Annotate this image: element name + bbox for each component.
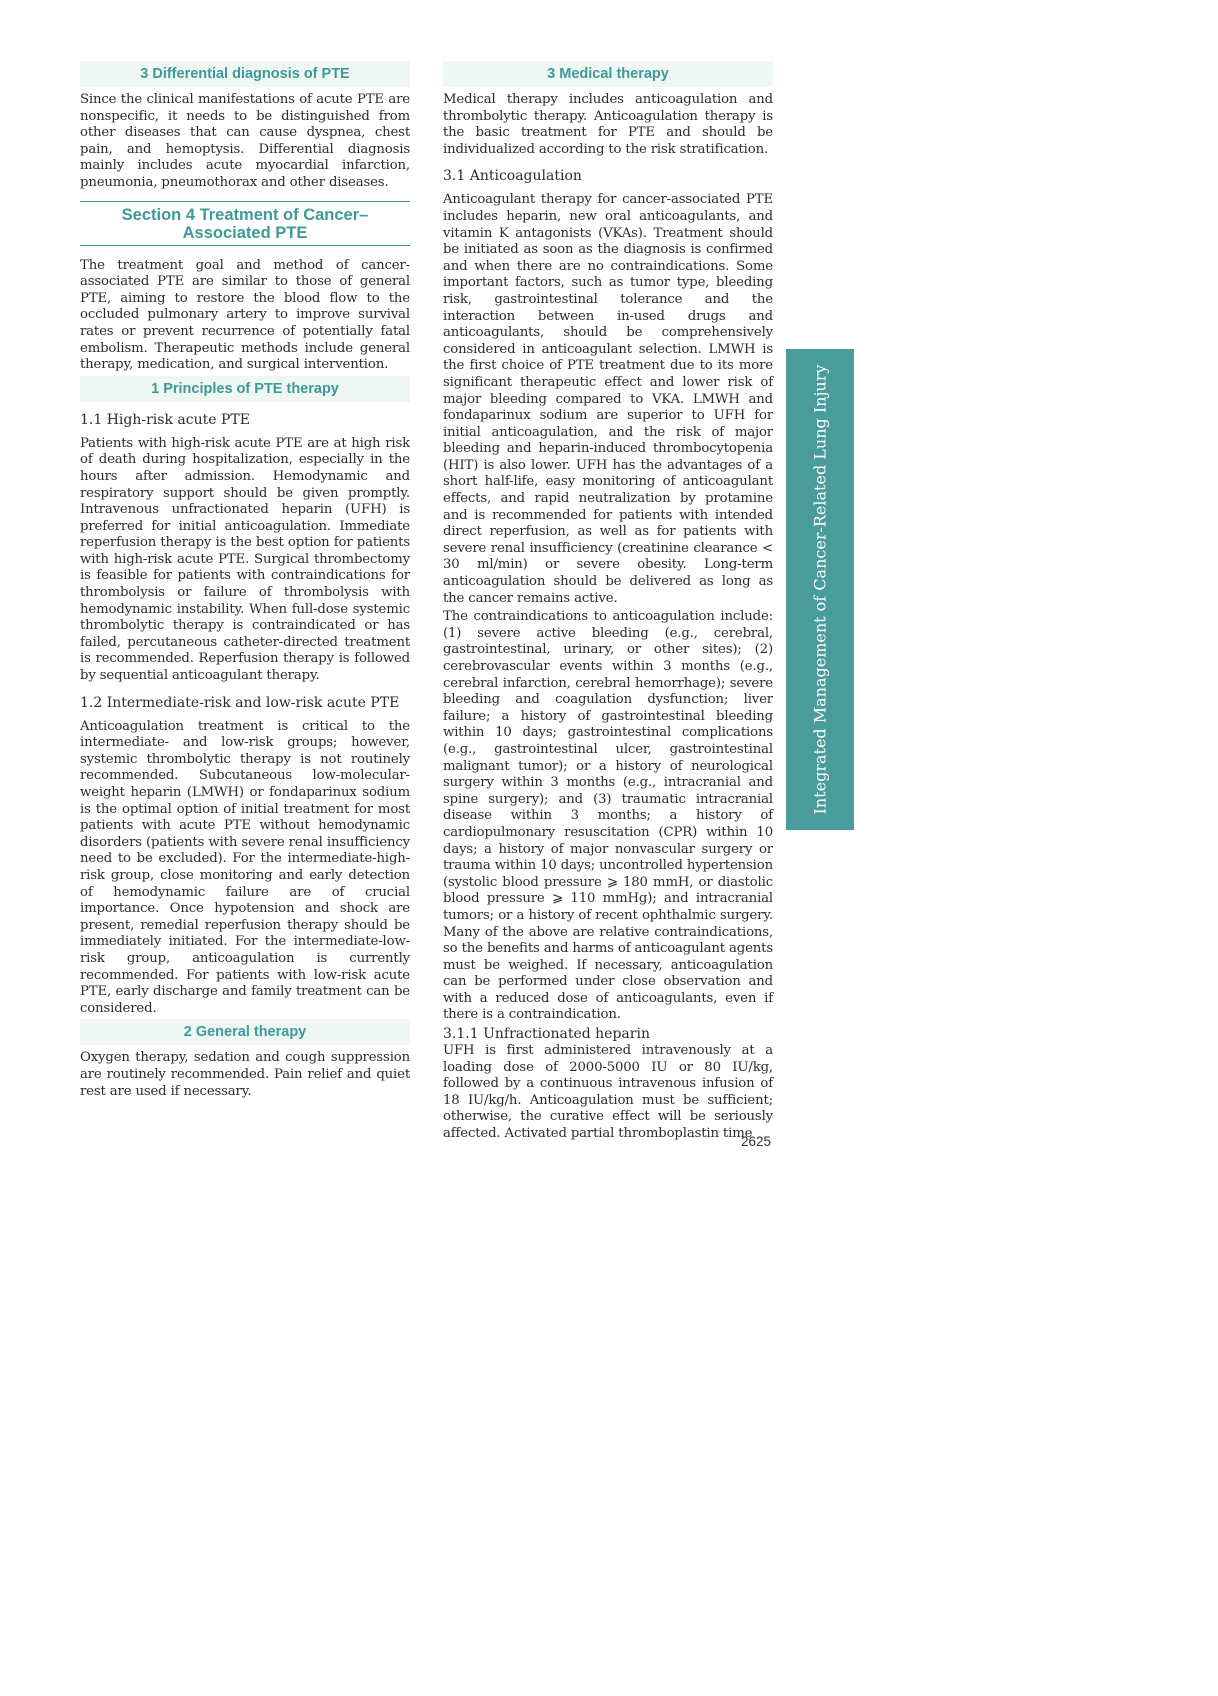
subheading-intermediate-risk: 1.2 Intermediate-risk and low-risk acute PTE xyxy=(80,694,400,711)
right-column xyxy=(443,61,773,1145)
heading-differential-diagnosis: 3 Differential diagnosis of PTE xyxy=(80,61,410,87)
heading-general-therapy: 2 General therapy xyxy=(80,1019,410,1045)
paragraph-general-therapy: Oxygen therapy, sedation and cough suppression are routinely recommended. Pain relief and quiet rest are used if necessary. xyxy=(80,1050,410,1099)
heading-medical-therapy: 3 Medical therapy xyxy=(443,61,773,87)
section-title-line-2: Associated PTE xyxy=(182,223,308,242)
paragraph-high-risk: Patients with high-risk acute PTE are at high risk of death during hospitalization, especially in the hours after admission. Hemodynamic and respiratory support should be given promptly. Intravenous unfractionated heparin (UFH) is preferred for initial anticoagulation. Immediate reperfusion therapy is the best option for patients with high-risk acute PTE. Surgical thrombectomy is feasible for patients with contraindications for thrombolysis or failure of thrombolysis with hemodynamic instability. When full-dose systemic thrombolytic therapy is contraindicated or has failed, percutaneous catheter-directed treatment is recommended. Reperfusion therapy is followed by sequential anticoagulant therapy. xyxy=(80,435,410,684)
side-tab xyxy=(786,349,854,830)
side-tab-label: Integrated Management of Cancer-Related Lung Injury xyxy=(810,364,830,815)
subheading-high-risk: 1.1 High-risk acute PTE xyxy=(80,411,250,428)
section-title-line-1: Section 4 Treatment of Cancer– xyxy=(121,205,369,224)
page-number: 2625 xyxy=(741,1134,772,1149)
heading-principles: 1 Principles of PTE therapy xyxy=(80,376,410,402)
paragraph-medical-therapy: Medical therapy includes anticoagulation and thrombolytic therapy. Anticoagulation therapy is the basic treatment for PTE and should be individualized according to the risk stratification. xyxy=(443,92,773,157)
paragraph-treatment-goal: The treatment goal and method of cancer-associated PTE are similar to those of general PTE, aiming to restore the blood flow to the occluded pulmonary artery to improve survival rates or prevent recurrence of potentially fatal embolism. Therapeutic methods include general therapy, medication, and surgical intervention. xyxy=(80,257,410,373)
subheading-anticoagulation: 3.1 Anticoagulation xyxy=(443,168,582,185)
paragraph-intermediate-risk: Anticoagulation treatment is critical to the intermediate- and low-risk groups; however, systemic thrombolytic therapy is not routinely recommended. Subcutaneous low-molecular-weight heparin (LMWH) or fondaparinux sodium is the optimal option of initial treatment for most patients with acute PTE without hemodynamic disorders (patients with severe renal insufficiency need to be excluded). For the intermediate-high-risk group, close monitoring and early detection of hemodynamic failure are of crucial importance. Once hypotension and shock are present, remedial reperfusion therapy should be immediately initiated. For the intermediate-low-risk group, anticoagulation is currently recommended. For patients with low-risk acute PTE, early discharge and family treatment can be considered. xyxy=(80,718,410,1016)
paragraph-anticoagulation: Anticoagulant therapy for cancer-associated PTE includes heparin, new oral anticoagulants, and vitamin K antagonists (VKAs). Treatment should be initiated as soon as the diagnosis is confirmed and when there are no contraindications. Some important factors, such as tumor type, bleeding risk, gastrointestinal tolerance and the interaction between in-used drugs and anticoagulants, should be comprehensively considered in anticoagulant selection. LMWH is the first choice of PTE treatment due to its more significant therapeutic effect and lower risk of major bleeding compared to VKA. LMWH and fondaparinux sodium are superior to UFH for initial anticoagulation, and the risk of major bleeding and heparin-induced thrombocytopenia (HIT) is also lower. UFH has the advantages of a short half-life, easy monitoring of anticoagulant effects, and rapid neutralization by protamine and is recommended for patients with intended direct reperfusion, as well as for patients with severe renal insufficiency (creatinine clearance < 30 ml/min) or severe obesity. Long-term anticoagulation should be delivered as long as the cancer remains active. xyxy=(443,192,773,606)
paragraph-differential-diagnosis: Since the clinical manifestations of acute PTE are nonspecific, it needs to be distinguished from other diseases that can cause dyspnea, chest pain, and hemoptysis. Differential diagnosis mainly includes acute myocardial infarction, pneumonia, pneumothorax and other diseases. xyxy=(80,92,410,190)
section-4-title xyxy=(80,201,410,246)
left-column xyxy=(80,61,410,1102)
subheading-unfractionated-heparin: 3.1.1 Unfractionated heparin xyxy=(443,1026,650,1043)
paragraph-contraindications: The contraindications to anticoagulation include: (1) severe active bleeding (e.g., cerebral, gastrointestinal, urinary, or other sites); (2) cerebrovascular events within 3 months (e.g., cerebral infarction, cerebral hemorrhage); severe bleeding and coagulation dysfunction; liver failure; a history of gastrointestinal bleeding within 10 days; gastrointestinal complications (e.g., gastrointestinal ulcer, gastrointestinal malignant tumor); or a history of neurological surgery within 3 months (e.g., intracranial and spine surgery); and (3) traumatic intracranial disease within 3 months; a history of cardiopulmonary resuscitation (CPR) within 10 days; a history of major nonvascular surgery or trauma within 10 days; uncontrolled hypertension (systolic blood pressure ⩾ 180 mmH, or diastolic blood pressure ⩾ 110 mmHg); and intracranial tumors; or a history of recent ophthalmic surgery. Many of the above are relative contraindications, so the benefits and harms of anticoagulant agents must be weighed. If necessary, anticoagulation can be performed under close observation and with a reduced dose of anticoagulants, even if there is a contraindication. xyxy=(443,609,773,1023)
paragraph-unfractionated-heparin: UFH is first administered intravenously at a loading dose of 2000-5000 IU or 80 IU/kg, followed by a continuous intravenous infusion of 18 IU/kg/h. Anticoagulation must be sufficient; otherwise, the curative effect will be seriously affected. Activated partial thromboplastin time xyxy=(443,1043,773,1142)
